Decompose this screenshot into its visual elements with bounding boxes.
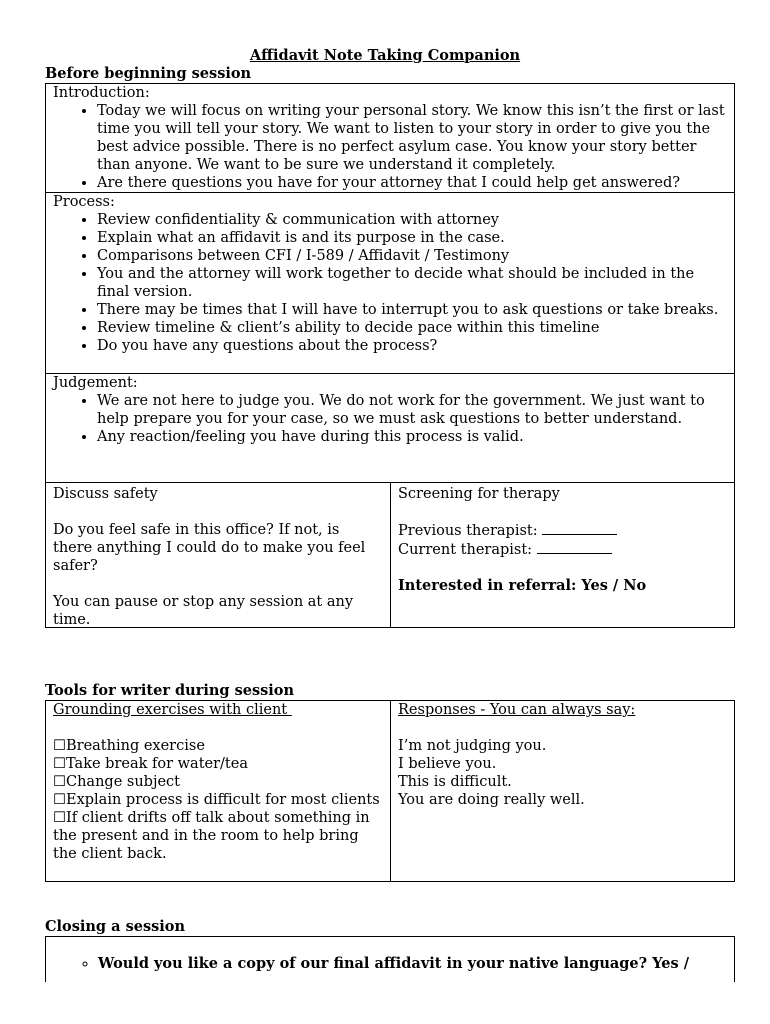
closing-heading: Closing a session	[45, 918, 186, 935]
process-section	[45, 192, 735, 374]
discuss-safety-cell	[45, 482, 391, 628]
responses-cell	[390, 700, 735, 882]
current-therapist-field	[398, 540, 727, 559]
previous-therapist-label: Previous therapist:	[398, 523, 538, 539]
response-item: This is difficult.	[398, 774, 512, 790]
grounding-item: ☐Breathing exercise	[53, 738, 205, 754]
before-session-heading: Before beginning session	[45, 65, 252, 82]
grounding-item: ☐Take break for water/tea	[53, 756, 248, 772]
introduction-label: Introduction:	[53, 85, 150, 101]
safety-pause-note: You can pause or stop any session at any time.	[53, 594, 354, 628]
judgement-list	[53, 392, 727, 446]
referral-question: Interested in referral: Yes / No	[398, 577, 647, 594]
grounding-exercises-cell	[45, 700, 391, 882]
list-item: • Do you have any questions about the process?	[97, 337, 727, 355]
grounding-label: Grounding exercises with client	[53, 702, 292, 718]
responses-label: Responses - You can always say:	[398, 702, 636, 718]
closing-list	[46, 955, 734, 973]
list-item: • Today we will focus on writing your personal story. We know this isn’t the first or last time you will tell your story. We want to listen to your story in order to give you the best advice possible. There is no perfect asylum case. You know your story better than anyone. We want to be sure we understand it completely.	[97, 102, 727, 174]
judgement-section	[45, 373, 735, 483]
judgement-label: Judgement:	[53, 375, 138, 391]
therapy-label: Screening for therapy	[398, 486, 560, 502]
response-item: You are doing really well.	[398, 792, 585, 808]
grounding-item: ☐If client drifts off talk about something in the present and in the room to help bring the client back.	[53, 810, 370, 862]
list-item: • We are not here to judge you. We do not work for the government. We just want to help prepare you for your case, so we must ask questions to better understand.	[97, 392, 727, 428]
safety-label: Discuss safety	[53, 486, 158, 502]
previous-therapist-blank	[542, 521, 617, 535]
current-therapist-blank	[537, 540, 612, 554]
safety-question: Do you feel safe in this office? If not, is there anything I could do to make you feel safer?	[53, 522, 366, 574]
list-item: • You and the attorney will work together to decide what should be included in the final version.	[97, 265, 727, 301]
process-list	[53, 211, 727, 355]
list-item: • Review confidentiality & communication with attorney	[97, 211, 727, 229]
response-item: I believe you.	[398, 756, 497, 772]
list-item: • Comparisons between CFI / I-589 / Affidavit / Testimony	[97, 247, 727, 265]
previous-therapist-field	[398, 521, 727, 540]
list-item: • There may be times that I will have to interrupt you to ask questions or take breaks.	[97, 301, 727, 319]
list-item: • Review timeline & client’s ability to decide pace within this timeline	[97, 319, 727, 337]
tools-heading: Tools for writer during session	[45, 682, 295, 699]
list-item: ◦ Would you like a copy of our final affidavit in your native language? Yes /	[98, 955, 734, 973]
introduction-list	[53, 102, 727, 192]
therapy-screening-cell	[390, 482, 735, 628]
process-label: Process:	[53, 194, 115, 210]
introduction-section	[45, 83, 735, 193]
closing-section	[45, 936, 735, 982]
current-therapist-label: Current therapist:	[398, 542, 533, 558]
page-title: Affidavit Note Taking Companion	[249, 47, 521, 64]
list-item: • Are there questions you have for your attorney that I could help get answered?	[97, 174, 727, 192]
response-item: I’m not judging you.	[398, 738, 547, 754]
list-item: • Explain what an affidavit is and its purpose in the case.	[97, 229, 727, 247]
grounding-item: ☐Explain process is difficult for most clients	[53, 792, 380, 808]
grounding-item: ☐Change subject	[53, 774, 180, 790]
list-item: • Any reaction/feeling you have during this process is valid.	[97, 428, 727, 446]
